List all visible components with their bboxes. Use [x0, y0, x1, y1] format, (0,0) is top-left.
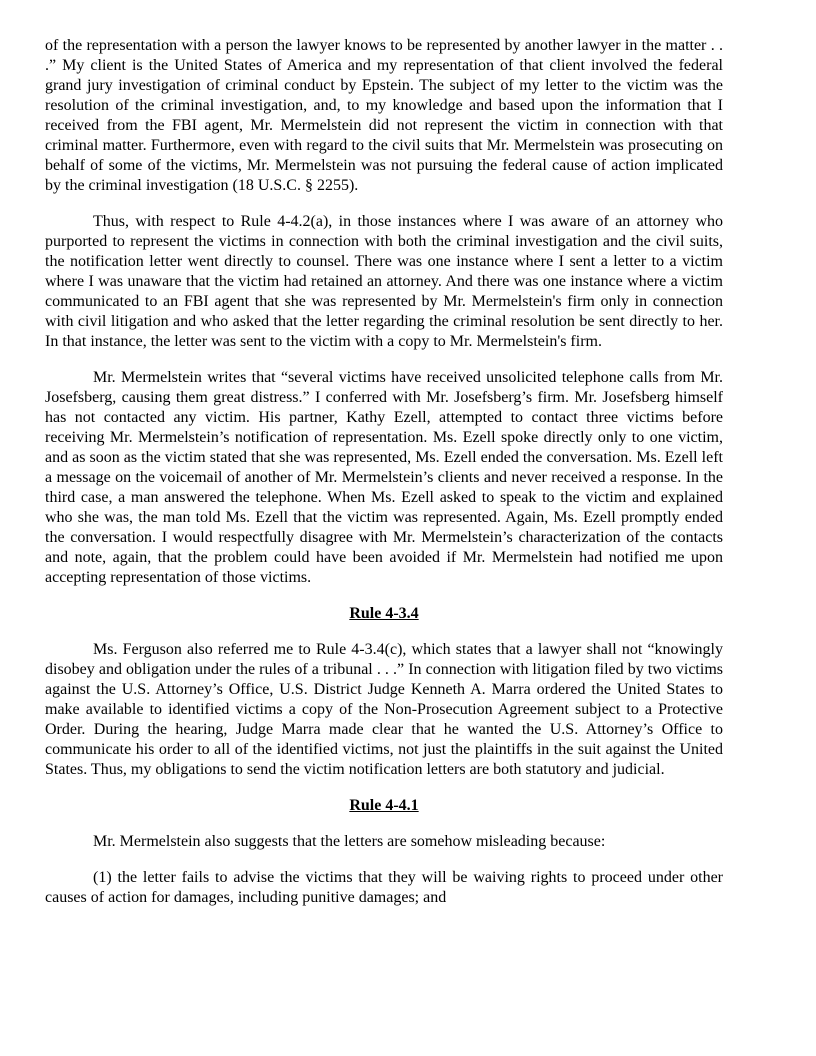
paragraph-list-item-1: (1) the letter fails to advise the victims that they will be waiving rights to proceed under other causes of action for damages, including punitive damages; and [45, 869, 723, 906]
paragraph-rule-4-3-4: Ms. Ferguson also referred me to Rule 4-3.4(c), which states that a lawyer shall not “knowingly disobey and obligation under the rules of a tribunal . . .” In connection with litigation filed by two victims against the U.S. Attorney’s Office, U.S. District Judge Kenneth A. Marra ordered the United States to make available to identified victims a copy of the Non-Prosecution Agreement subject to a Protective Order. During the hearing, Judge Marra made clear that he wanted the U.S. Attorney’s Office to communicate his order to all of the identified victims, not just the plaintiffs in the suit against the United States. Thus, my obligations to send the victim notification letters are both statutory and judicial. [45, 641, 723, 778]
section-heading-rule-4-4-1: Rule 4-4.1 [349, 797, 419, 814]
paragraph-rule-4-4-2-application: Thus, with respect to Rule 4-4.2(a), in those instances where I was aware of an attorney who purported to represent the victims in connection with both the criminal investigation and the civil suits, the notification letter went directly to counsel. There was one instance where I sent a letter to a victim where I was unaware that the victim had retained an attorney. And there was one instance where a victim communicated to an FBI agent that she was represented by Mr. Mermelstein's firm only in connection with civil litigation and who asked that the letter regarding the criminal resolution be sent directly to her. In that instance, the letter was sent to the victim with a copy to Mr. Mermelstein's firm. [45, 213, 723, 350]
paragraph-telephone-calls: Mr. Mermelstein writes that “several victims have received unsolicited telephone calls from Mr. Josefsberg, causing them great distress.” I conferred with Mr. Josefsberg’s firm. Mr. Josefsberg himself has not contacted any victim. His partner, Kathy Ezell, attempted to contact three victims before receiving Mr. Mermelstein’s notification of representation. Ms. Ezell spoke directly only to one victim, and as soon as the victim stated that she was represented, Ms. Ezell ended the conversation. Ms. Ezell left a message on the voicemail of another of Mr. Mermelstein’s clients and never received a response. In the third case, a man answered the telephone. When Ms. Ezell asked to speak to the victim and explained who she was, the man told Ms. Ezell that the victim was represented. Again, Ms. Ezell promptly ended the conversation. I would respectfully disagree with Mr. Mermelstein’s characterization of the contacts and note, again, that the problem could have been avoided if Mr. Mermelstein had notified me upon accepting representation of those victims. [45, 369, 723, 586]
section-heading-rule-4-3-4: Rule 4-3.4 [349, 605, 419, 622]
document-page [45, 36, 723, 924]
paragraph-rule-4-4-1-intro: Mr. Mermelstein also suggests that the letters are somehow misleading because: [93, 833, 606, 850]
paragraph-rule-4-4-2-continuation: of the representation with a person the lawyer knows to be represented by another lawyer in the matter . . .” My client is the United States of America and my representation of that client involved the federal grand jury investigation of criminal conduct by Epstein. The subject of my letter to the victim was the resolution of the criminal investigation, and, to my knowledge and based upon the information that I received from the FBI agent, Mr. Mermelstein did not represent the victim in connection with that criminal matter. Furthermore, even with regard to the civil suits that Mr. Mermelstein was prosecuting on behalf of some of the victims, Mr. Mermelstein was not pursuing the federal cause of action implicated by the criminal investigation (18 U.S.C. § 2255). [45, 37, 723, 194]
